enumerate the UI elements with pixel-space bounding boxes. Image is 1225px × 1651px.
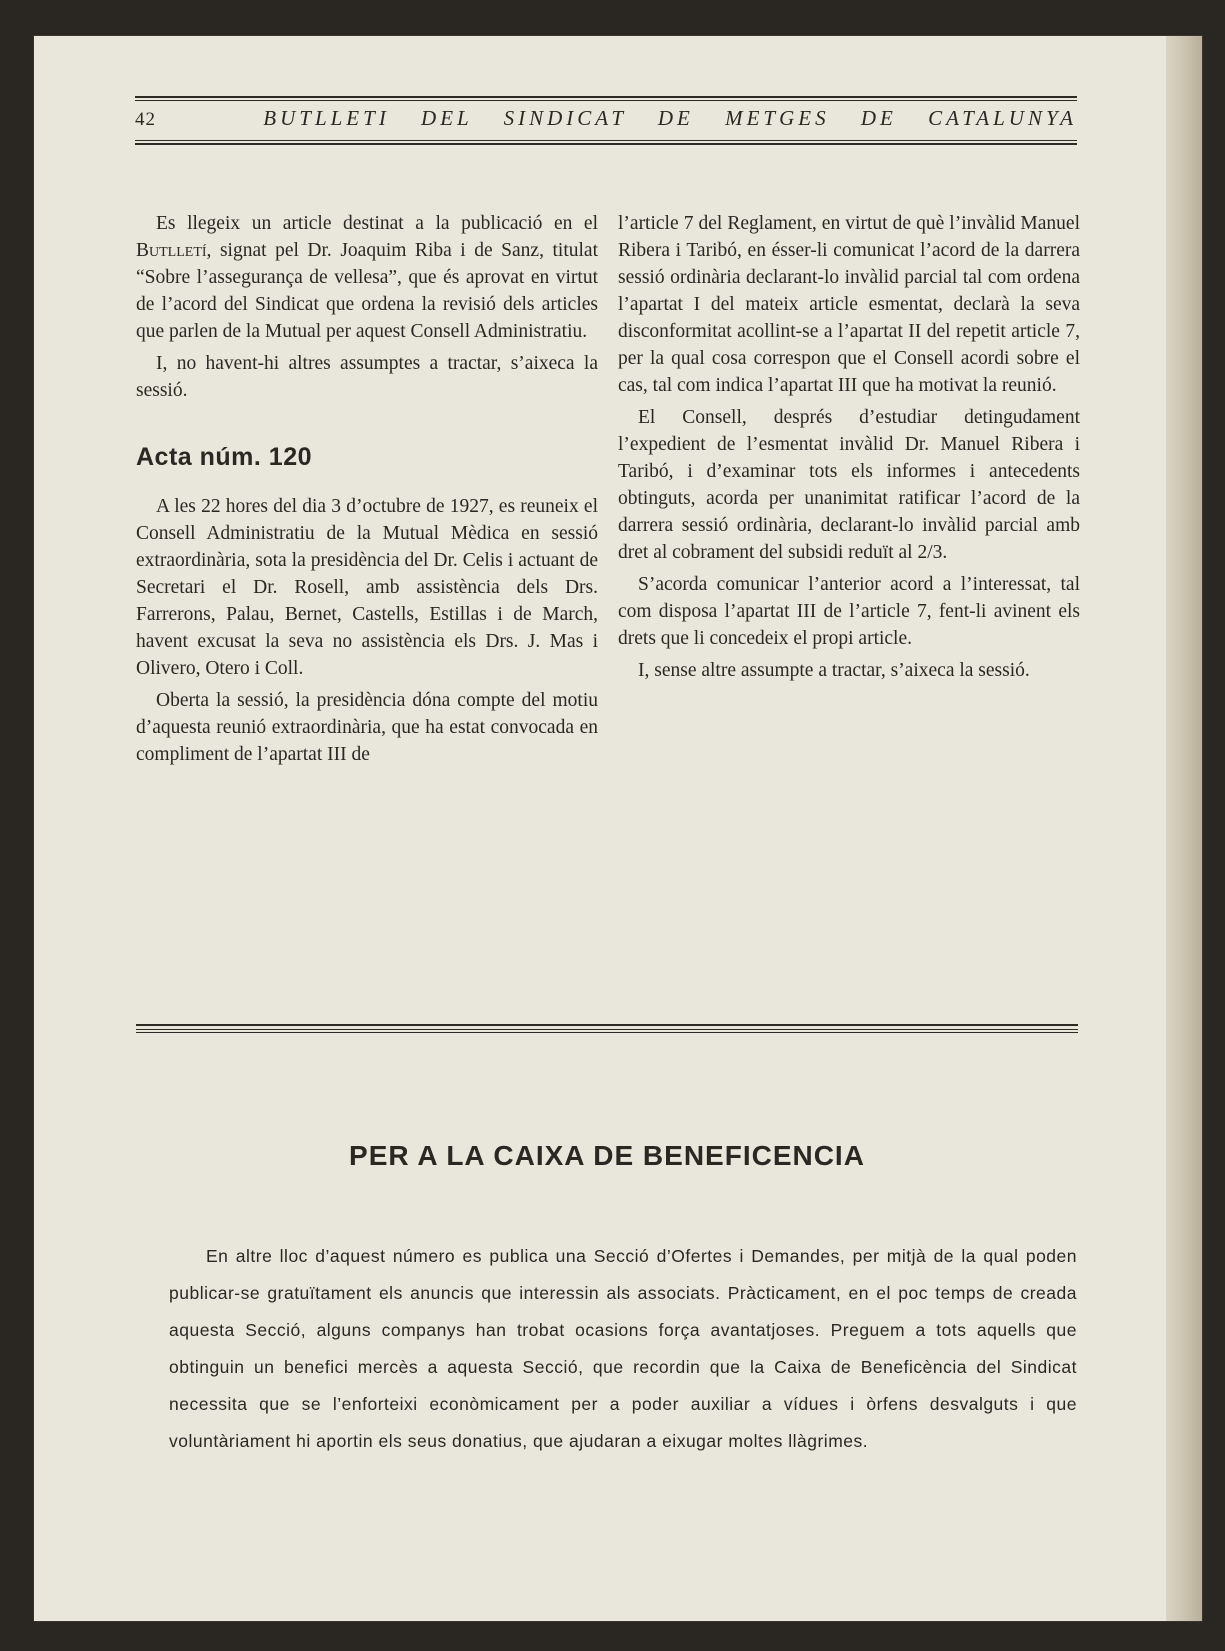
left-column	[136, 210, 598, 773]
paragraph	[136, 210, 598, 345]
journal-name-smallcaps: Butlletí	[136, 240, 207, 261]
paragraph: I, sense altre assumpte a tractar, s’aixeca la sessió.	[638, 660, 1030, 681]
running-header	[135, 96, 1077, 145]
section-divider	[136, 1024, 1078, 1036]
page-binding-edge	[1166, 36, 1202, 1621]
paragraph-text: , signat pel Dr. Joaquim Riba i de Sanz, titulat “Sobre l’assegurança de vellesa”, que és aprovat en virtut de l’acord del Sindicat que ordena la revisió dels articles que parlen de la Mutual per aquest Consell Administratiu.	[136, 240, 598, 342]
right-column	[618, 210, 1080, 689]
beneficence-body: En altre lloc d’aquest número es publica una Secció d’Ofertes i Demandes, per mitjà de la qual poden publicar-se gratuïtament els anuncis que interessin als associats. Pràcticament, en el poc temps de creada aquesta Secció, alguns companys han trobat ocasions força avantatjoses. Preguem a tots aquells que obtinguin un benefici mercès a aquesta Secció, que recordin que la Caixa de Beneficència del Sindicat necessita que se l’enforteixi econòmicament per a poder auxiliar a vídues i òrfens desvalguts i que voluntàriament hi aportin els seus donatius, que ajudaran a eixugar moltes llàgrimes.	[169, 1246, 1077, 1451]
page-number: 42	[135, 109, 156, 130]
paragraph: l’article 7 del Reglament, en virtut de què l’invàlid Manuel Ribera i Taribó, en ésser-li comunicat l’acord de la darrera sessió ordinària declarant-lo invàlid parcial tal com ordena l’apartat I del mateix article esmentat, declarà la seva disconformitat acollint-se a l’apartat II del repetit article 7, per la qual cosa correspon que el Consell acordi sobre el cas, tal com indica l’apartat III que ha motivat la reunió.	[618, 213, 1080, 396]
header-rule-top	[135, 96, 1077, 101]
beneficence-title: PER A LA CAIXA DE BENEFICENCIA	[349, 1140, 865, 1171]
paragraph-text: Es llegeix un article destinat a la publicació en el	[156, 213, 598, 234]
header-rule-bottom	[135, 140, 1077, 145]
paragraph: A les 22 hores del dia 3 d’octubre de 1927, es reuneix el Consell Administratiu de la Mutual Mèdica en sessió extraordinària, sota la presidència del Dr. Celis i actuant de Secretari el Dr. Rosell, amb assistència dels Drs. Farrerons, Palau, Bernet, Castells, Estillas i de March, havent excusat la seva no assistència els Drs. J. Mas i Olivero, Otero i Coll.	[136, 496, 598, 679]
section-heading: Acta núm. 120	[136, 443, 313, 471]
paragraph: S’acorda comunicar l’anterior acord a l’interessat, tal com disposa l’apartat III de l’article 7, fent-li avinent els drets que li concedeix el propi article.	[618, 574, 1080, 649]
paragraph: I, no havent-hi altres assumptes a tractar, s’aixeca la sessió.	[136, 353, 598, 401]
journal-title: BUTLLETI DEL SINDICAT DE METGES DE CATALUNYA	[263, 106, 1077, 130]
paragraph: Oberta la sessió, la presidència dóna compte del motiu d’aquesta reunió extraordinària, que ha estat convocada en compliment de l’apartat III de	[136, 690, 598, 765]
paragraph: El Consell, després d’estudiar detingudament l’expedient de l’esmentat invàlid Dr. Manuel Ribera i Taribó, i d’examinar tots els informes i antecedents obtinguts, acorda per unanimitat ratificar l’acord de la darrera sessió ordinària, declarant-lo invàlid parcial amb dret al cobrament del subsidi reduït al 2/3.	[618, 407, 1080, 563]
